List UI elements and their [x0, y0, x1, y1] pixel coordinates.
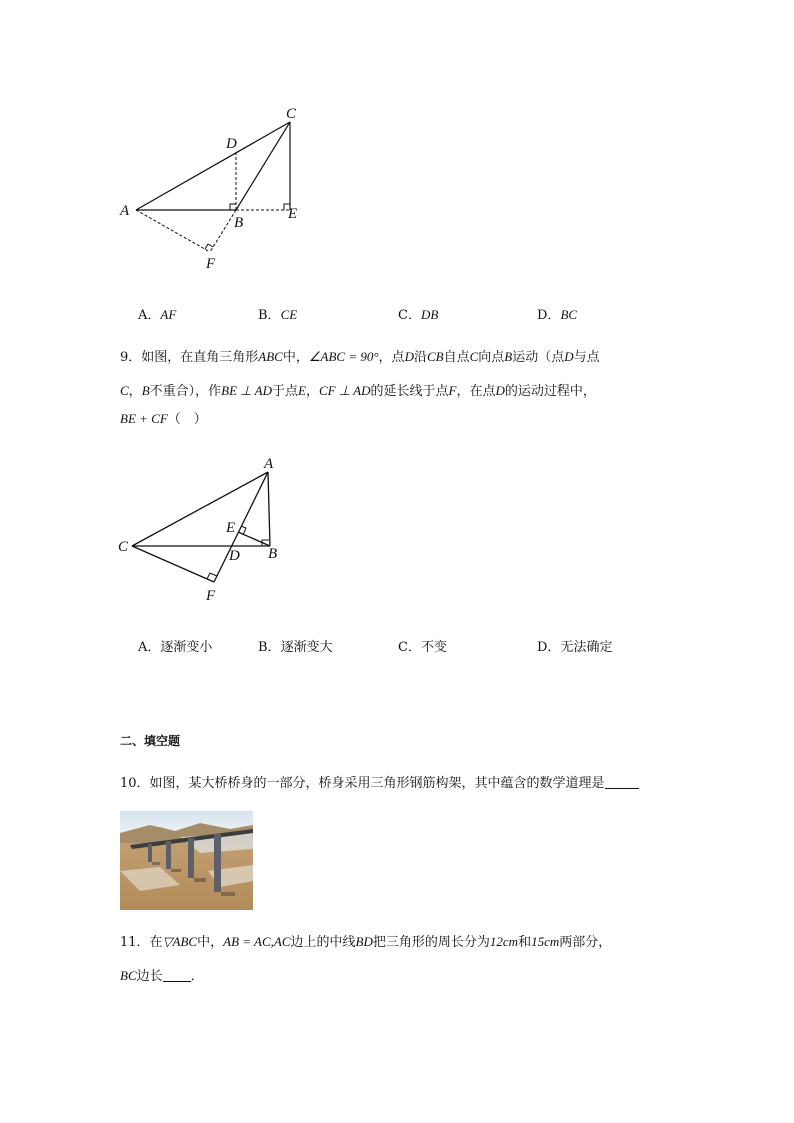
q8-option-d[interactable]: D．BC [537, 307, 578, 323]
q9-line-2: C，B不重合），作BE ⊥ AD于点E，CF ⊥ AD的延长线于点F，在点D的运动过程中， [120, 383, 596, 399]
segment-AF [214, 472, 268, 582]
label-F: F [206, 588, 216, 604]
segment-AF [136, 210, 210, 252]
label-B: B [268, 546, 278, 562]
label-A: A [120, 203, 130, 219]
q9-option-c[interactable]: C．不变 [398, 640, 447, 655]
segment-BF [210, 210, 236, 252]
segment-BC [236, 122, 290, 210]
label-C: C [118, 539, 129, 555]
segment-BE [238, 532, 270, 546]
q8-option-a[interactable]: A．AF [138, 307, 177, 323]
q9-line-3: BE + CF（ ） [120, 411, 207, 427]
question-10: 10．如图，某大桥桥身的一部分，桥身采用三角形钢筋构架，其中蕴含的数学道理是 [120, 770, 639, 798]
label-C: C [286, 106, 297, 122]
label-D: D [226, 136, 237, 152]
q9-option-a[interactable]: A．逐渐变小 [138, 640, 213, 655]
segment-AB [268, 472, 270, 546]
q11-line-1: 11．在▽ABC中，AB = AC,AC边上的中线BD把三角形的周长分为12cm和15cm两部分， [120, 934, 612, 950]
label-F: F [206, 256, 216, 272]
q8-option-c[interactable]: C．DB [398, 307, 439, 323]
label-E: E [226, 520, 236, 536]
segment-CA [132, 472, 268, 546]
q9-line-1: 9．如图，在直角三角形ABC中，∠ABC = 90°，点D沿CB自点C向点B运动（点D与点 [120, 349, 600, 365]
figure-2 [110, 450, 310, 610]
q9-option-d[interactable]: D．无法确定 [537, 640, 613, 655]
q10-answer-blank[interactable] [605, 774, 639, 789]
q9-option-b[interactable]: B．逐渐变大 [258, 640, 333, 655]
segment-CF [132, 546, 214, 582]
right-angle-B [230, 204, 236, 210]
q11-line-2: BC边长 ． [120, 968, 204, 984]
segment-AC [136, 122, 290, 210]
figure-1 [110, 100, 330, 280]
q8-option-b[interactable]: B．CE [258, 307, 298, 323]
section-2-title: 二、填空题 [120, 734, 181, 748]
label-B: B [234, 215, 244, 231]
label-E: E [288, 206, 298, 222]
label-A: A [264, 456, 274, 472]
label-D: D [229, 548, 240, 564]
q11-answer-blank[interactable] [163, 967, 191, 982]
bridge-photo [120, 811, 253, 910]
